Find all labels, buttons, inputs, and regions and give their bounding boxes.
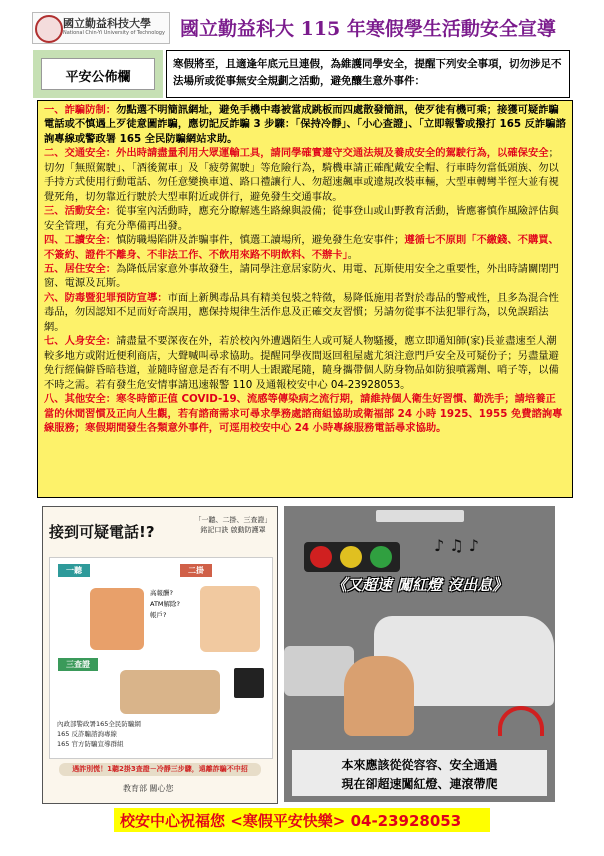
item-text: 慎防職場陷阱及詐騙事件，慎選工讀場所，避免發生危安事件； (116, 234, 405, 247)
page-header (0, 0, 604, 46)
item-text: 外出時請盡量利用大眾運輸工具，請同學確實遵守交通法規及養成安全的駕駛行為，以確保安全 (116, 147, 549, 160)
bubble-1: 高報酬? (150, 589, 173, 597)
item-label: 二、交通安全： (44, 147, 117, 160)
hotline-3: 165 官方防騙宣導群組 (57, 740, 124, 748)
safety-item (44, 103, 566, 146)
bulletin-badge (33, 50, 163, 98)
item-label: 一、詐騙防制： (44, 104, 117, 116)
anti-fraud-poster (42, 506, 278, 804)
music-note-icon: ♪ ♫ ♪ (434, 536, 479, 555)
poster-left-bar: 遇詐別慌！1聽2掛3查證－冷靜三步驟，遠離詐騙不中招 (59, 763, 261, 776)
step-three: 三查證 (58, 658, 98, 671)
safety-item (44, 334, 566, 392)
badge-label: 平安公佈欄 (65, 70, 131, 85)
poster-right-caption (292, 750, 547, 796)
item-text: 請盡量不要深夜在外，若於校內外遭遇陌生人或可疑人物騷擾，應立即通知師(家)長並盡速至人潮較多地方或附近便利商店，大聲喊叫尋求協助。提醒同學夜間返回租屋處尤須注意門戶安全及可疑份子；另盡量避免行經偏僻昏暗巷道，並隨時留意是否有不明人士跟蹤尾隨，隨身攜帶個人防身物品如防狼噴霧劑、哨子等，以備不時之需。若有發生危安情事請迅速報警 110 及通報校安中心 04-23928053。 (44, 335, 559, 391)
item-label: 七、人身安全： (44, 335, 117, 348)
poster-left-title: 接到可疑電話!? (49, 523, 155, 541)
footer-banner (114, 808, 490, 832)
university-logo (32, 12, 170, 44)
bubble-3: 帳戶? (150, 611, 167, 619)
poster-right-title: 《又超速 闖紅燈 沒出息》 (331, 576, 508, 594)
poster-left-subtitle: 「一聽、二掛、三查證」銘記口訣 啟動防護罩 (194, 516, 272, 534)
person-on-phone-icon (90, 588, 144, 650)
intro-text: 寒假將至，且適逢年底元旦連假，為維護同學安全，提醒下列安全事項，切勿涉足不法場所或從事無安全規劃之活動，避免釀生意外事件： (166, 50, 570, 98)
safety-item (44, 392, 566, 435)
item-label: 五、居住安全： (44, 262, 117, 275)
item-label: 八、其他安全： (44, 393, 117, 406)
qr-code-icon (234, 668, 264, 698)
safety-item (44, 291, 566, 334)
bubble-2: ATM解除? (150, 600, 180, 608)
page-title: 國立勤益科大 115 年寒假學生活動安全宣導 (180, 18, 556, 40)
traffic-light-icon (304, 542, 400, 572)
item-label: 六、防毒暨犯罪預防宣導： (44, 291, 168, 304)
caption-line-1: 本來應該從從容容、安全通過 (341, 758, 498, 772)
hotline-list (57, 719, 141, 749)
logo-name: 國立勤益科技大學 (63, 17, 151, 30)
safety-item (44, 233, 566, 262)
caption-line-2: 現在卻超速闖紅燈、連滾帶爬 (341, 777, 498, 791)
item-text: 市面上新興毒品具有精美包裝之特徵，易降低施用者對於毒品的警戒性，且多為混合性毒品，勿因認知不足而好奇誤用，應保持規律生活作息及正確交友習慣；另請勿從事不法犯罪行為，以免誤蹈法網。 (44, 291, 559, 333)
safety-item (44, 262, 566, 291)
doll-figure-icon (344, 656, 414, 736)
step-one: 一聽 (58, 564, 90, 577)
item-text: 寒冬時節正值 COVID-19、流感等傳染病之流行期，請維持個人衛生好習慣、勤洗手；請培養正當的休閒習慣及正向人生觀，若有諮商需求可尋求學務處諮商組協助或衛福部 24 小時 1925、1955 免費諮詢專線服務；寒假期間發生各類意外事件，可逕用校安中心 24 小時專線服務電話尋求協助。 (44, 393, 563, 434)
footer-text: 校安中心祝福您 <寒假平安快樂> 04-23928053 (120, 812, 462, 830)
seal-icon (35, 15, 63, 43)
traffic-safety-poster (284, 506, 555, 802)
item-text: 。 (347, 248, 359, 261)
item-label: 四、工讀安全： (44, 234, 117, 247)
step-two: 二掛 (180, 564, 212, 577)
safety-item (44, 146, 566, 204)
item-label: 三、活動安全： (44, 205, 117, 218)
item-text: 從事室內活動時，應充分瞭解逃生路線與設備；從事登山或山野教育活動，皆應審慎作風險評估與安全管理，有充分準備再出發。 (44, 205, 559, 232)
item-text: 為降低居家意外事故發生，請同學注意居家防火、用電、瓦斯使用安全之重要性，外出時請關閉門窗、電源及瓦斯。 (44, 262, 559, 290)
safety-items (37, 100, 573, 498)
safety-item (44, 204, 566, 233)
police-logo-icon (376, 510, 464, 522)
speedometer-icon (498, 706, 544, 736)
item-text: ；切勿「無照駕駛」、「酒後駕車」及「疲勞駕駛」等危險行為，騎機車請正確配戴安全帽、行車時勿當低頭族、勿以手持方式使用行動電話、勿任意變換車道、路口禮讓行人、勿超速飆車或違規改裝車輛，大型車轉彎半徑大並有視覺死角，切勿靠近行駛於大型車附近或併行，避免發生交通事故。 (44, 147, 559, 203)
hotline-2: 165 反詐騙諮詢專線 (57, 730, 117, 738)
hotline-1: 內政部警政署165全民防騙網 (57, 720, 141, 728)
ministry-footer: 教育部 關心您 (123, 784, 174, 793)
item-text: 遵循七不原則「不繳錢、不購買、不簽約、證件不離身、不非法工作、不飲用來路不明飲料、不辦卡」 (44, 234, 559, 261)
logo-english: National Chin-Yi University of Technology (63, 30, 165, 36)
item-text: 勿點選不明簡訊網址，避免手機中毒被當成跳板而四處散發簡訊，使歹徒有機可乘；接獲可疑詐騙電話或不慎遇上歹徒意圖詐騙，應切記反詐騙 3 步驟：「保持冷靜」、「小心查證」、「立即報警或撥打 165 反詐騙諮詢專線或警政署 165 全民防騙網站求助。 (44, 104, 566, 145)
hang-up-phone-icon (200, 586, 260, 652)
couple-checking-phone-icon (120, 670, 220, 714)
